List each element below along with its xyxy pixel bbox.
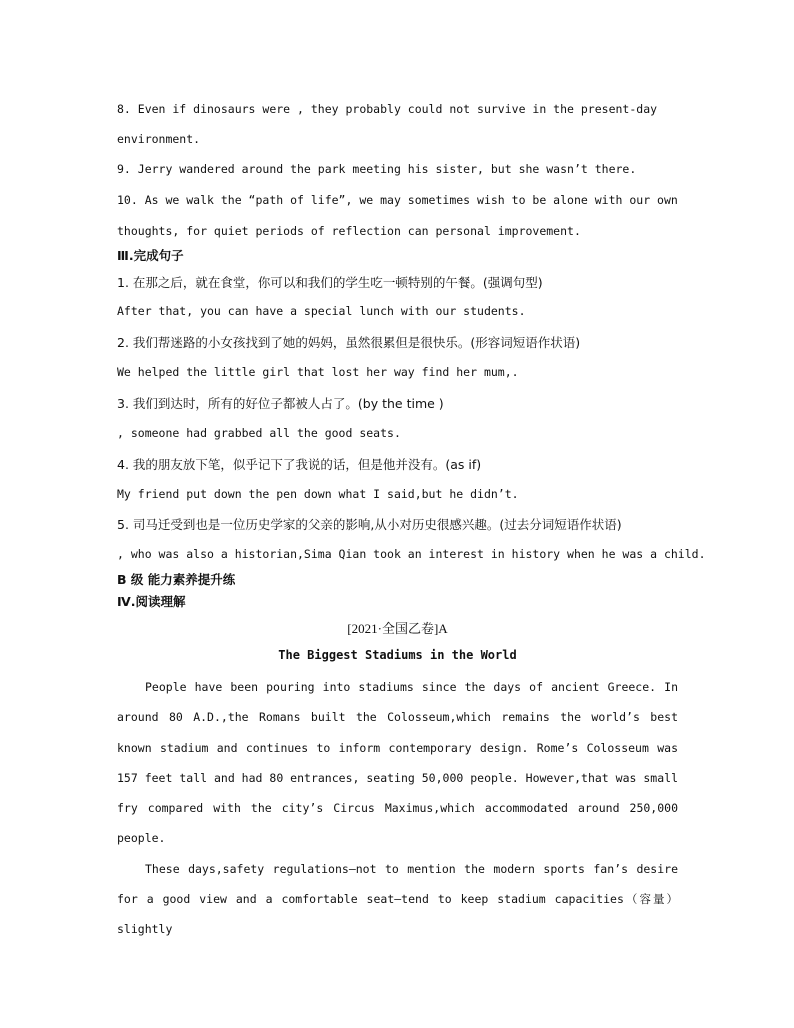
passage-source: [2021·全国乙卷]A xyxy=(347,621,448,636)
item-2-english: We helped the little girl that lost her way find her mum,. xyxy=(117,365,519,379)
passage-body xyxy=(117,672,678,945)
passage-paragraph-2: These days,safety regulations—not to mention the modern sports fan’s desire for a good view and a comfortable seat—tend to keep stadium capacities（容量） slightly xyxy=(117,861,678,937)
passage-paragraph-1: People have been pouring into stadiums since the days of ancient Greece. In around 80 A.D.,the Romans built the Colosseum,which remains the world’s best known stadium and continues to inform contemporary design. Rome’s Colosseum was 157 feet tall and had 80 entrances, seating 50,000 people. However,that was small fry compared with the city’s Circus Maximus,which accommodated around 250,000 people. xyxy=(117,680,678,846)
item-5-chinese: 5. 司马迁受到也是一位历史学家的父亲的影响,从小对历史很感兴趣。(过去分词短语作状语) xyxy=(117,517,622,532)
item-4-english: My friend put down the pen down what I said,but he didn’t. xyxy=(117,487,519,501)
section-iii-heading: Ⅲ.完成句子 xyxy=(117,248,184,263)
item-2-chinese: 2. 我们帮迷路的小女孩找到了她的妈妈，虽然很累但是很快乐。(形容词短语作状语) xyxy=(117,335,581,350)
item-3-chinese: 3. 我们到达时，所有的好位子都被人占了。(by the time ) xyxy=(117,396,444,411)
question-9: 9. Jerry wandered around the park meeting his sister, but she wasn’t there. xyxy=(117,162,637,176)
question-8-line-2: environment. xyxy=(117,132,201,146)
item-1-chinese: 1. 在那之后，就在食堂，你可以和我们的学生吃一顿特别的午餐。(强调句型) xyxy=(117,275,543,290)
item-1-english: After that, you can have a special lunch with our students. xyxy=(117,304,526,318)
question-10-line-1: 10. As we walk the “path of life”, we may sometimes wish to be alone with our own xyxy=(117,193,678,207)
item-4-chinese: 4. 我的朋友放下笔，似乎记下了我说的话，但是他并没有。(as if) xyxy=(117,457,482,472)
item-3-english: , someone had grabbed all the good seats. xyxy=(117,426,401,440)
section-iv-heading: Ⅳ.阅读理解 xyxy=(117,594,186,609)
passage-title: The Biggest Stadiums in the World xyxy=(278,648,517,662)
item-5-english: , who was also a historian,Sima Qian took an interest in history when he was a child. xyxy=(117,547,706,561)
level-b-heading: B 级 能力素养提升练 xyxy=(117,572,236,587)
question-8-line-1: 8. Even if dinosaurs were , they probably could not survive in the present-day xyxy=(117,102,658,116)
question-10-line-2: thoughts, for quiet periods of reflection can personal improvement. xyxy=(117,224,581,238)
